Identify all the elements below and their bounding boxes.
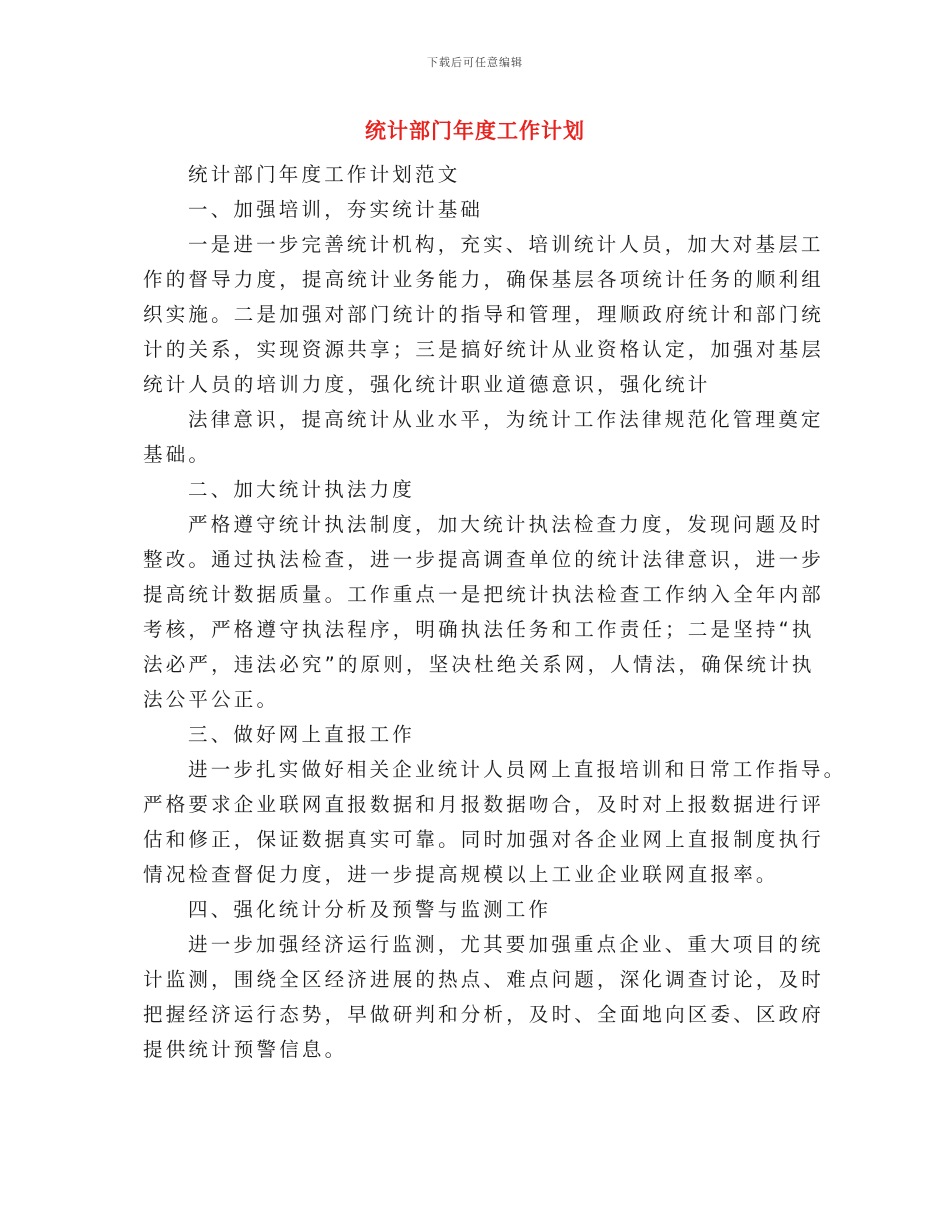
body-line: 基础。 <box>143 443 212 466</box>
body-line: 织实施。二是加强对部门统计的指导和管理，理顺政府统计和部门统 <box>143 303 825 326</box>
body-line: 统计人员的培训力度，强化统计职业道德意识，强化统计 <box>143 373 711 396</box>
body-line: 作的督导力度，提高统计业务能力，确保基层各项统计任务的顺利组 <box>143 268 825 291</box>
body-line: 一是进一步完善统计机构，充实、培训统计人员，加大对基层工 <box>188 233 824 256</box>
body-line: 计的关系，实现资源共享；三是搞好统计从业资格认定，加强对基层 <box>143 338 825 361</box>
body-line: 进一步加强经济运行监测，尤其要加强重点企业、重大项目的统 <box>188 933 824 956</box>
body-line: 三、做好网上直报工作 <box>188 723 416 746</box>
body-line: 严格遵守统计执法制度，加大统计执法检查力度，发现问题及时 <box>188 513 824 536</box>
body-line: 法必严，违法必究”的原则，坚决杜绝关系网，人情法，确保统计执 <box>143 653 815 676</box>
body-line: 统计部门年度工作计划范文 <box>188 163 461 186</box>
body-line: 计监测，围绕全区经济进展的热点、难点问题，深化调查讨论，及时 <box>143 968 825 991</box>
body-line: 提高统计数据质量。工作重点一是把统计执法检查工作纳入全年内部 <box>143 583 825 606</box>
body-line: 考核，严格遵守执法程序，明确执法任务和工作责任；二是坚持“执 <box>143 618 815 641</box>
body-line: 把握经济运行态势，早做研判和分析，及时、全面地向区委、区政府 <box>143 1003 825 1026</box>
body-line: 一、加强培训，夯实统计基础 <box>188 198 484 221</box>
body-line: 严格要求企业联网直报数据和月报数据吻合，及时对上报数据进行评 <box>143 793 825 816</box>
body-line: 法律意识，提高统计从业水平，为统计工作法律规范化管理奠定 <box>188 408 824 431</box>
header-note: 下载后可任意编辑 <box>427 56 523 69</box>
body-line: 估和修正，保证数据真实可靠。同时加强对各企业网上直报制度执行 <box>143 828 825 851</box>
body-line: 四、强化统计分析及预警与监测工作 <box>188 898 552 921</box>
body-line: 进一步扎实做好相关企业统计人员网上直报培训和日常工作指导。 <box>188 758 847 781</box>
body-line: 提供统计预警信息。 <box>143 1038 348 1061</box>
body-line: 情况检查督促力度，进一步提高规模以上工业企业联网直报率。 <box>143 863 779 886</box>
document-title: 统计部门年度工作计划 <box>365 119 585 143</box>
document-body <box>143 157 847 1067</box>
body-line: 整改。通过执法检查，进一步提高调查单位的统计法律意识，进一步 <box>143 548 825 571</box>
body-line: 法公平公正。 <box>143 688 280 711</box>
body-line: 二、加大统计执法力度 <box>188 478 416 501</box>
